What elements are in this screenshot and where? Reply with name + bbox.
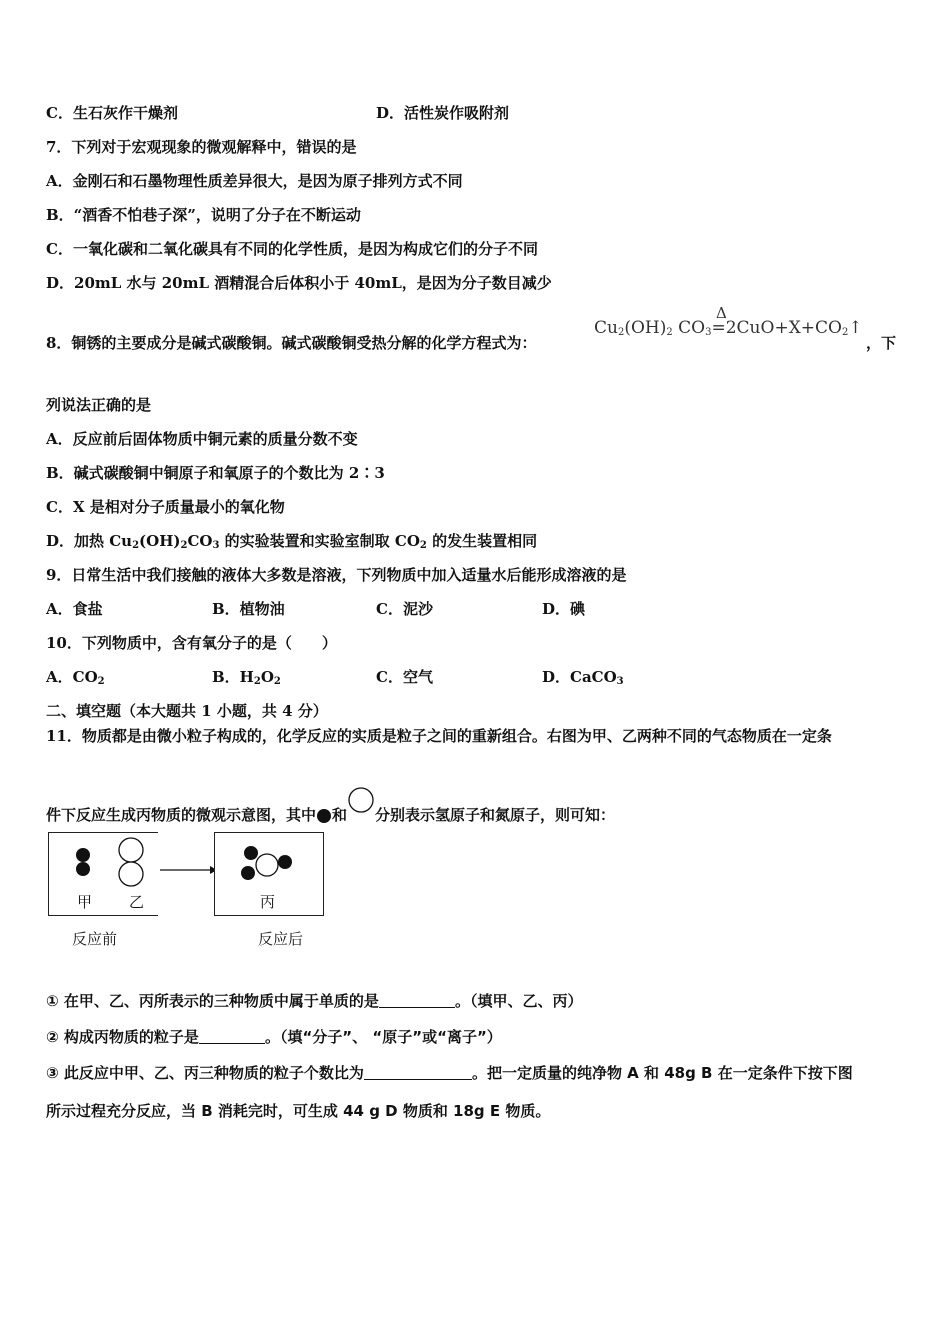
reaction-arrow-icon-overlay bbox=[158, 864, 218, 876]
q10-stem: 10．下列物质中，含有氧分子的是（ ） bbox=[46, 634, 337, 652]
product-box bbox=[214, 832, 324, 916]
q11-sub3-cont: 所示过程充分反应，当 B 消耗完时，可生成 44 g D 物质和 18g E 物质。 bbox=[46, 1102, 551, 1120]
q7-option-a: A．金刚石和石墨物理性质差异很大，是因为原子排列方式不同 bbox=[46, 172, 463, 190]
q8-option-a: A．反应前后固体物质中铜元素的质量分数不变 bbox=[46, 430, 358, 448]
q8-option-d: D．加热 $Cu_2(OH)_2CO_3$ 的实验装置和实验室制取 $CO_2$ 的发生装置相同 bbox=[46, 532, 538, 551]
q8-equation: $Cu_2(OH)_2$ $CO_3=2CuO+X+CO_2↑$ bbox=[594, 318, 863, 338]
q7-option-d: D．20mL 水与 20mL 酒精混合后体积小于 40mL，是因为分子数目减少 bbox=[46, 274, 552, 292]
q6-option-c: C．生石灰作干燥剂 bbox=[46, 104, 178, 122]
q10-option-c: C．空气 bbox=[376, 668, 433, 686]
q10-option-a: A．$CO_2$ bbox=[46, 668, 105, 687]
q9-option-b: B．植物油 bbox=[212, 600, 285, 618]
q9-stem: 9．日常生活中我们接触的液体大多数是溶液，下列物质中加入适量水后能形成溶液的是 bbox=[46, 566, 627, 584]
q8-delta-sign: Δ bbox=[716, 304, 727, 322]
label-before: 反应前 bbox=[72, 930, 118, 948]
q9-option-c: C．泥沙 bbox=[376, 600, 433, 618]
q8-stem-cont: 列说法正确的是 bbox=[46, 396, 152, 414]
q7-option-b: B．“酒香不怕巷子深”，说明了分子在不断运动 bbox=[46, 206, 361, 224]
q10-option-d: D．CaCO$_3$ bbox=[542, 668, 624, 687]
q9-option-a: A．食盐 bbox=[46, 600, 103, 618]
q11-sub3: ③ 此反应中甲、乙、丙三种物质的粒子个数比为 。把一定质量的纯净物 A 和 48g B 在一定条件下按下图 bbox=[46, 1064, 853, 1082]
nitrogen-atom-icon bbox=[347, 786, 375, 814]
q11-sub1: ① 在甲、乙、丙所表示的三种物质中属于单质的是 。（填甲、乙、丙） bbox=[46, 992, 583, 1010]
answer-blank-2[interactable] bbox=[199, 1029, 265, 1044]
hydrogen-atom-icon bbox=[316, 808, 332, 824]
q11-stem: 11．物质都是由微小粒子构成的，化学反应的实质是粒子之间的重新组合。右图为甲、乙两种不同的气态物质在一定条 bbox=[46, 727, 832, 745]
q8-option-b: B．碱式碳酸铜中铜原子和氧原子的个数比为 2∶3 bbox=[46, 464, 385, 482]
label-after: 反应后 bbox=[258, 930, 304, 948]
q8-stem-end: ，下 bbox=[866, 334, 897, 352]
answer-blank-1[interactable] bbox=[379, 993, 455, 1008]
section-title: 二、填空题（本大题共 1 小题，共 4 分） bbox=[46, 702, 328, 720]
q6-option-d: D．活性炭作吸附剂 bbox=[376, 104, 510, 122]
label-bing: 丙 bbox=[260, 893, 276, 911]
label-yi: 乙 bbox=[129, 893, 145, 911]
label-jia: 甲 bbox=[77, 893, 93, 911]
q8-option-c: C．X 是相对分子质量最小的氧化物 bbox=[46, 498, 285, 516]
q7-option-c: C．一氧化碳和二氧化碳具有不同的化学性质，是因为构成它们的分子不同 bbox=[46, 240, 538, 258]
answer-blank-3[interactable] bbox=[364, 1065, 472, 1080]
q8-stem: 8．铜锈的主要成分是碱式碳酸铜。碱式碳酸铜受热分解的化学方程式为： bbox=[46, 334, 537, 352]
q11-sub2: ② 构成丙物质的粒子是 。（填“分子”、 “原子”或“离子”） bbox=[46, 1028, 502, 1046]
q10-option-b: B．$H_2O_2$ bbox=[212, 668, 281, 687]
q11-stem-line2: 件下反应生成丙物质的微观示意图，其中 和 分别表示氢原子和氮原子，则可知： bbox=[46, 786, 615, 825]
q7-stem: 7．下列对于宏观现象的微观解释中，错误的是 bbox=[46, 138, 357, 156]
q9-option-d: D．碘 bbox=[542, 600, 586, 618]
